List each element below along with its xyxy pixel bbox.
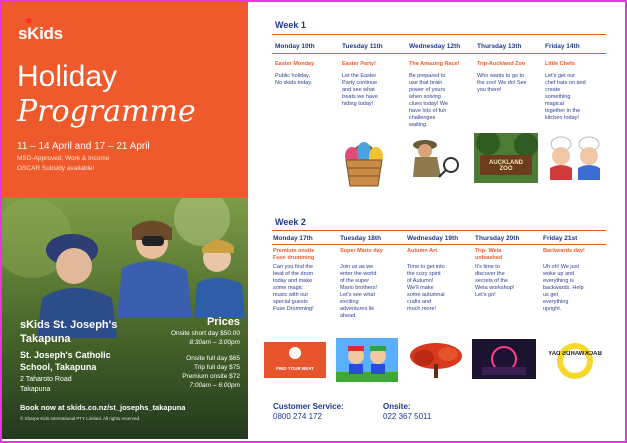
- desc-line: exciting: [340, 299, 359, 305]
- easter-basket-image: [338, 130, 390, 190]
- customer-service-label: Customer Service:: [273, 402, 344, 411]
- week2-day-mon: Monday 17th: [273, 235, 313, 242]
- skids-logo: sKids: [18, 24, 63, 43]
- desc-line: some autumnal: [407, 292, 445, 298]
- desc-line: Can you find the: [273, 264, 314, 270]
- desc-line: and see what: [342, 87, 375, 93]
- desc-line: waiting.: [409, 122, 428, 128]
- prices-title: Prices: [206, 316, 240, 328]
- desc-line: adventures lie: [340, 306, 375, 312]
- week1-day-tue: Tuesday 11th: [342, 43, 383, 50]
- desc-line: hiding today!: [342, 101, 374, 107]
- week2-desc-tue: [340, 264, 404, 320]
- desc-line: everything is: [543, 278, 574, 284]
- week1-label: Week 1: [275, 20, 306, 30]
- desc-line: us get: [543, 292, 558, 298]
- desc-line: of Autumn!: [407, 278, 434, 284]
- price-line: Premium onsite $72: [182, 373, 240, 380]
- week1-activity-tue: Easter Party!: [342, 61, 376, 67]
- desc-line: Let's go!: [475, 292, 496, 298]
- week1-activity-wed: The Amazing Race!: [409, 61, 460, 67]
- desc-line: Mario brothers!: [340, 285, 377, 291]
- auckland-zoo-image: [474, 133, 538, 183]
- school-line-2: School, Takapuna: [20, 362, 97, 372]
- hero-banner: [2, 2, 248, 198]
- programme-dates: 11 – 14 April and 17 – 21 April: [17, 141, 150, 152]
- backwards-day-image: [548, 337, 602, 383]
- week1-day-fri: Friday 14th: [545, 43, 580, 50]
- desc-line: woke up and: [543, 271, 575, 277]
- super-mario-image: [336, 338, 398, 382]
- desc-line: you there!: [477, 87, 502, 93]
- desc-line: challenges: [409, 115, 436, 121]
- subsidy-line-1: MSD-Approved, Work & Income: [17, 155, 110, 162]
- address-line-1: 2 Taharoto Road: [20, 376, 72, 383]
- desc-line: backwards. Help: [543, 285, 584, 291]
- left-panel: [2, 2, 248, 439]
- subsidy-line-2: OSCAR Subsidy available!: [17, 165, 95, 172]
- desc-line: We'll make: [407, 285, 434, 291]
- desc-line: Weta workshop!: [475, 285, 515, 291]
- activity-line: Premium onsite: [273, 248, 315, 254]
- desc-line: Public holiday,: [275, 73, 311, 79]
- desc-line: Let the Easter: [342, 73, 377, 79]
- week1-day-mon: Monday 10th: [275, 43, 315, 50]
- desc-line: much more!: [407, 306, 437, 312]
- activity-line: unleashed: [475, 255, 503, 261]
- week2-activity-mon: [273, 248, 314, 262]
- week2-desc-fri: [543, 264, 607, 313]
- week2-desc-thu: [475, 264, 539, 299]
- desc-line: Uh oh! We just: [543, 264, 579, 270]
- price-line: Trip full day $75: [193, 364, 240, 371]
- week1-activity-thu: Trip-Auckland Zoo: [477, 61, 526, 67]
- desc-line: music with our: [273, 292, 309, 298]
- week2-day-wed: Wednesday 19th: [407, 235, 459, 242]
- copyright: © Sharpe Kids International PTY Limited. All rights reserved.: [20, 416, 141, 421]
- desc-line: some magic: [273, 285, 303, 291]
- week1-desc-fri: [545, 73, 607, 122]
- desc-line: upright.: [543, 306, 562, 312]
- desc-line: It's time to: [475, 264, 500, 270]
- venue-name-line-2: Takapuna: [20, 333, 71, 345]
- desc-line: when solving: [409, 94, 441, 100]
- price-line: Onsite full day $65: [186, 355, 240, 362]
- desc-line: clues today! We: [409, 101, 449, 107]
- school-line-1: St. Joseph's Catholic: [20, 350, 111, 360]
- desc-line: have lots of fun: [409, 108, 447, 114]
- desc-line: use that brain: [409, 80, 443, 86]
- activity-line: Autumn Art: [407, 248, 438, 254]
- venue-address: [20, 375, 72, 395]
- desc-line: treats we have: [342, 94, 378, 100]
- desc-line: Fuse Drumming!: [273, 306, 314, 312]
- desc-line: Who wants to go to: [477, 73, 525, 79]
- activity-line: Backwards day!: [543, 248, 585, 254]
- week2-day-fri: Friday 21st: [543, 235, 578, 242]
- detective-image: [405, 135, 465, 185]
- drum-icon: [289, 347, 301, 359]
- fuse-drumming-image: [264, 342, 326, 378]
- desc-line: today and make: [273, 278, 313, 284]
- week2-divider-header: [272, 244, 606, 245]
- activity-line: Fuse drumming: [273, 255, 315, 261]
- week2-activity-thu: [475, 248, 502, 262]
- desc-line: the cozy spirit: [407, 271, 441, 277]
- desc-line: special guests: [273, 299, 308, 305]
- desc-line: Party continue: [342, 80, 378, 86]
- week2-activity-wed: [407, 248, 437, 255]
- desc-line: everything: [543, 299, 569, 305]
- desc-line: kitchen today!: [545, 115, 579, 121]
- week2-label: Week 2: [275, 217, 306, 227]
- desc-line: beat of the drum: [273, 271, 314, 277]
- week2-day-thu: Thursday 20th: [475, 235, 520, 242]
- drum-banner-text: FIND YOUR BEAT: [276, 366, 314, 371]
- booking-link[interactable]: Book now at skids.co.nz/st_josephs_takapuna: [20, 403, 186, 412]
- desc-line: crafts and: [407, 299, 432, 305]
- desc-line: Join us as we: [340, 264, 374, 270]
- desc-line: secrets of the: [475, 278, 509, 284]
- price-line: 8:30am – 3:00pm: [189, 339, 240, 346]
- price-line: Onsite short day $50.00: [170, 330, 240, 337]
- onsite-phone[interactable]: 022 367 5011: [383, 412, 432, 421]
- little-chefs-image: [546, 136, 604, 182]
- desc-line: Time to get into: [407, 264, 445, 270]
- week1-desc-mon: [275, 73, 337, 87]
- weta-workshop-image: [472, 339, 536, 379]
- week2-activity-fri: [543, 248, 585, 255]
- week1-divider-header: [272, 53, 606, 54]
- week1-day-wed: Wednesday 12th: [409, 43, 461, 50]
- logo-star-icon: ✱: [25, 16, 33, 26]
- activity-line: Trip- Weta: [475, 248, 502, 254]
- desc-line: of the super: [340, 278, 370, 284]
- desc-line: ahead.: [340, 313, 357, 319]
- week1-activity-fri: Little Chefs: [545, 61, 575, 67]
- desc-line: Be prepared to: [409, 73, 446, 79]
- desc-line: discover the: [475, 271, 505, 277]
- onsite-label: Onsite:: [383, 402, 411, 411]
- week2-day-tue: Tuesday 18th: [340, 235, 382, 242]
- zoo-sign-text: AUCKLAND ZOO: [489, 160, 523, 172]
- venue-name-line-1: sKids St. Joseph's: [20, 319, 118, 331]
- price-line: 7:00am – 6:00pm: [189, 382, 240, 389]
- activity-line: Super Mario day: [340, 248, 383, 254]
- desc-line: chef hats on and: [545, 80, 586, 86]
- customer-service-phone[interactable]: 0800 274 172: [273, 412, 322, 421]
- week2-activity-tue: [340, 248, 383, 255]
- title-programme: Programme: [17, 94, 196, 129]
- week2-desc-mon: [273, 264, 337, 313]
- desc-line: power of yours: [409, 87, 446, 93]
- backwards-day-text: BACKWARDS DAY: [548, 351, 602, 357]
- week1-desc-thu: [477, 73, 543, 94]
- desc-line: Let's get our: [545, 73, 576, 79]
- week1-desc-tue: [342, 73, 404, 108]
- week2-desc-wed: [407, 264, 471, 313]
- week1-desc-wed: [409, 73, 473, 129]
- desc-line: Let's see what: [340, 292, 375, 298]
- desc-line: enter the world: [340, 271, 377, 277]
- address-line-2: Takapuna: [20, 386, 51, 393]
- week2-divider-top: [272, 230, 606, 231]
- desc-line: create: [545, 87, 561, 93]
- desc-line: the zoo! We do! See: [477, 80, 527, 86]
- week1-day-thu: Thursday 13th: [477, 43, 522, 50]
- desc-line: together in the: [545, 108, 581, 114]
- title-holiday: Holiday: [17, 60, 118, 93]
- week1-divider-top: [272, 34, 606, 35]
- subsidy-note: [17, 154, 217, 174]
- desc-line: something: [545, 94, 571, 100]
- week1-activity-mon: Easter Monday: [275, 61, 315, 67]
- autumn-tree-image: [406, 340, 466, 380]
- desc-line: No skids today.: [275, 80, 313, 86]
- desc-line: magical: [545, 101, 564, 107]
